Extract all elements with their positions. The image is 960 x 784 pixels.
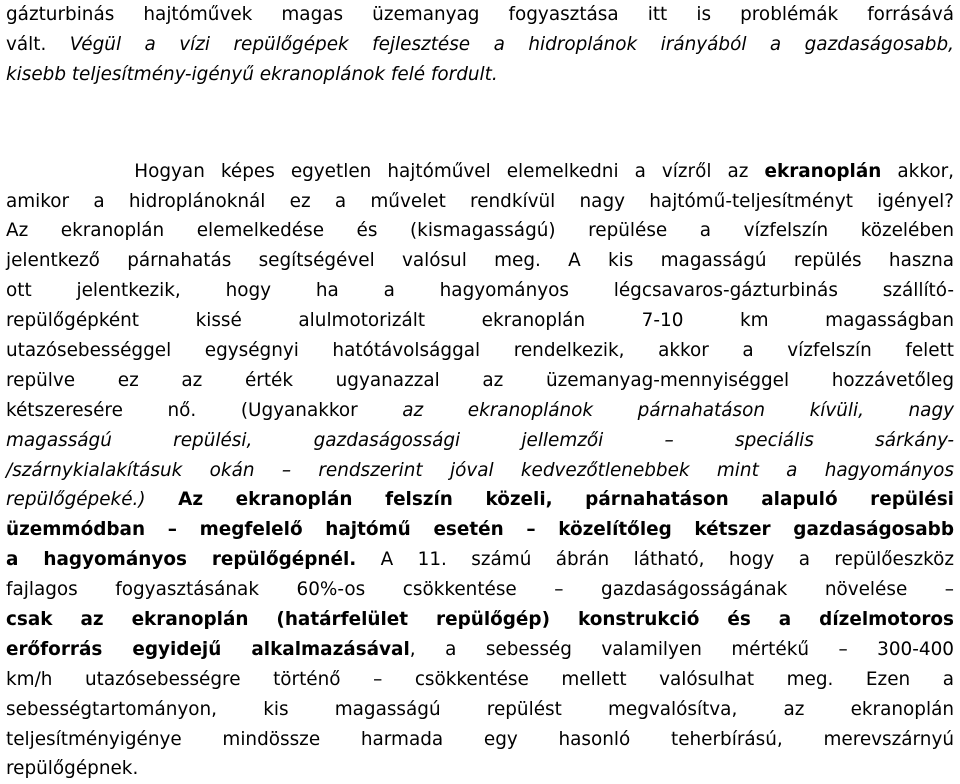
para-line-20: teljesítményigénye mindössze harmada egy hasonló teherbírású, merevszárnyú (6, 728, 954, 750)
para-line-1 (6, 157, 954, 187)
para-line-5: ott jelentkezik, hogy ha a hagyományos légcsavaros-gázturbinás szállító- (6, 280, 954, 302)
para-line-2: amikor a hidroplánoknál ez a művelet rendkívül nagy hajtómű-teljesítményt igényel? (6, 190, 954, 212)
para-line-8: repülve ez az érték ugyanazzal az üzemanyag-mennyiséggel hozzávetőleg (6, 369, 954, 391)
para-line-9-italic: az ekranoplánok párnahatáson kívüli, nagy (402, 399, 955, 421)
question-text: Hogyan képes egyetlen hajtóművel elemelkedni a vízről az (134, 160, 765, 182)
para-line-7: utazósebességgel egységnyi hatótávolsággal rendelkezik, akkor a vízfelszín felett (6, 340, 954, 362)
para-line-6: repülőgépként kissé alulmotorizált ekranoplán 7-10 km magasságban (6, 310, 954, 332)
para-line-18: km/h utazósebességre történő – csökkentése mellett valósulhat meg. Ezen a (6, 668, 954, 690)
para-line-17-bold: erőforrás egyidejű alkalmazásával (6, 638, 410, 660)
para-line-16: csak az ekranoplán (határfelület repülőgép) konstrukció és a dízelmotoros (6, 609, 954, 631)
para-line-10: magasságú repülési, gazdaságossági jellemzői – speciális sárkány- (6, 429, 954, 451)
intro-text-italic: Végül a vízi repülőgépek fejlesztése a hidroplánok irányából a gazdaságosabb, (69, 33, 954, 55)
para-line-9-normal: kétszeresére nő. (Ugyanakkor (6, 399, 403, 421)
para-line-13: üzemmódban – megfelelő hajtómű esetén – közelítőleg kétszer gazdaságosabb (6, 519, 954, 541)
document-page (6, 0, 954, 784)
para-line-14-bold: a hagyományos repülőgépnél. (6, 549, 357, 571)
para-line-4: jelentkező párnahatás segítségével valósul meg. A kis magasságú repülés haszna (6, 250, 954, 272)
para-line-3: Az ekranoplán elemelkedése és (kismagasságú) repülése a vízfelszín közelében (6, 220, 954, 242)
para-line-9 (6, 396, 954, 426)
question-text-end: akkor, (881, 160, 954, 182)
ekranoplan-term: ekranoplán (764, 160, 882, 182)
paragraph-gap (6, 90, 954, 157)
para-line-12-italic: repülőgépeké.) (6, 489, 146, 511)
intro-line-1: gázturbinás hajtóművek magas üzemanyag fogyasztása itt is problémák forrásává (6, 4, 954, 25)
para-line-21: repülőgépnek. (6, 758, 139, 780)
intro-line-3: kisebb teljesítmény-igényű ekranoplánok felé fordult. (6, 63, 498, 85)
para-line-15: fajlagos fogyasztásának 60%-os csökkentése – gazdaságosságának növelése – (6, 579, 954, 601)
intro-text-normal: vált. (6, 33, 70, 55)
para-line-11: /szárnykialakításuk okán – rendszerint jóval kedvezőtlenebbek mint a hagyományos (6, 459, 954, 481)
para-line-17-normal: , a sebesség valamilyen mértékű – 300-400 (409, 638, 955, 660)
para-line-14-normal: A 11. számú ábrán látható, hogy a repülőeszköz (356, 549, 954, 571)
para-line-17 (6, 635, 954, 665)
para-line-12 (6, 485, 954, 515)
para-line-12-bold: Az ekranoplán felszín közeli, párnahatáson alapuló repülési (145, 489, 954, 511)
para-line-19: sebességtartományon, kis magasságú repülést megvalósítva, az ekranoplán (6, 698, 954, 720)
para-line-14 (6, 545, 954, 575)
intro-line-2 (6, 30, 954, 60)
